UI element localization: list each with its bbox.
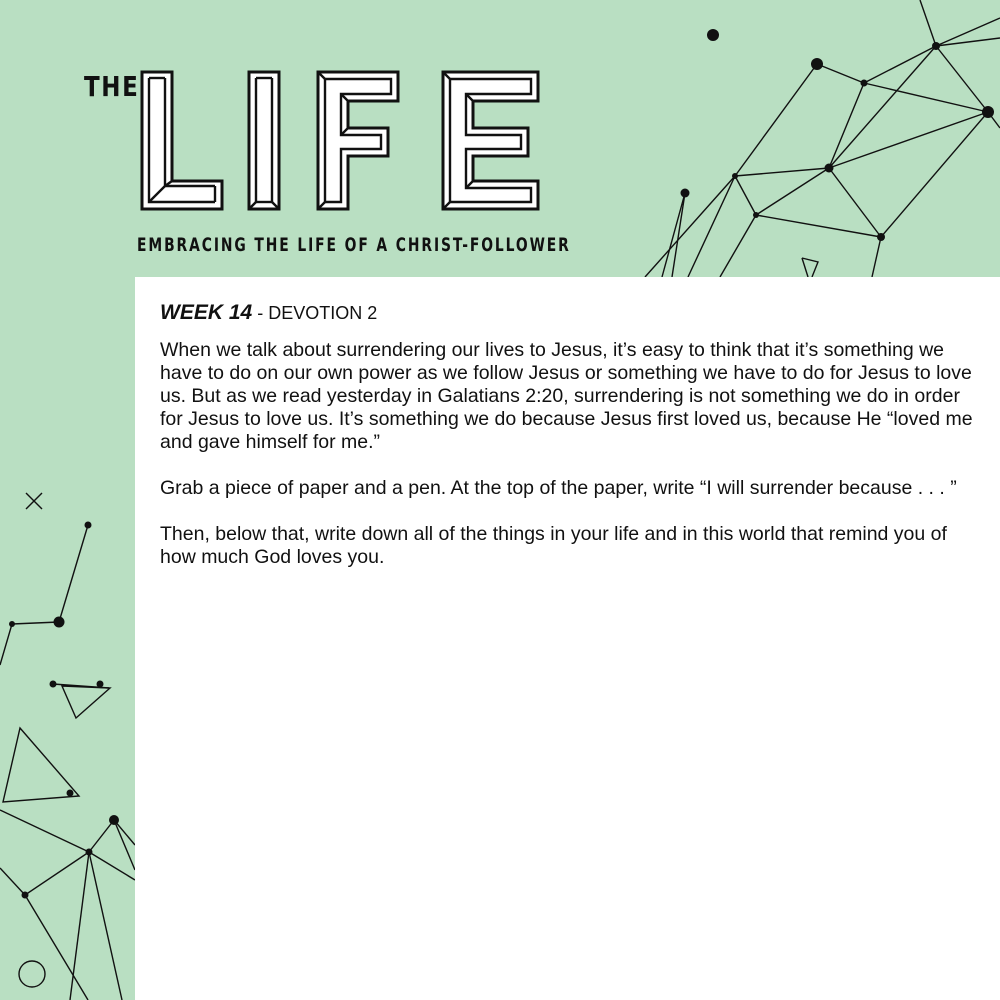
paragraph: When we talk about surrendering our lives to Jesus, it’s easy to think that it’s something we have to do on our own power as we follow Jesus or something we have to do for Jesus to love us. But as we read yesterday in Galatians 2:20, surrendering is not something we do in order for Jesus to love us. It’s something we do because Jesus first loved us, because He “loved me and gave himself for me.”	[160, 339, 973, 453]
paragraph: Grab a piece of paper and a pen. At the top of the paper, write “I will surrender because . . . ”	[160, 477, 957, 499]
week-label: WEEK 14	[160, 301, 253, 324]
devotion-subtitle: DEVOTION 2	[268, 303, 378, 323]
devotion-heading	[160, 301, 377, 325]
heading-separator: -	[252, 303, 269, 323]
tagline: EMBRACING THE LIFE OF A CHRIST-FOLLOWER	[137, 234, 571, 256]
network-graphic-left	[0, 0, 140, 1000]
paragraph: Then, below that, write down all of the things in your life and in this world that remind you of how much God loves you.	[160, 523, 947, 568]
devotion-panel	[135, 277, 1000, 1000]
life-logo	[138, 68, 544, 214]
logo-the-label: THE	[84, 70, 140, 103]
devotion-body	[160, 339, 980, 592]
